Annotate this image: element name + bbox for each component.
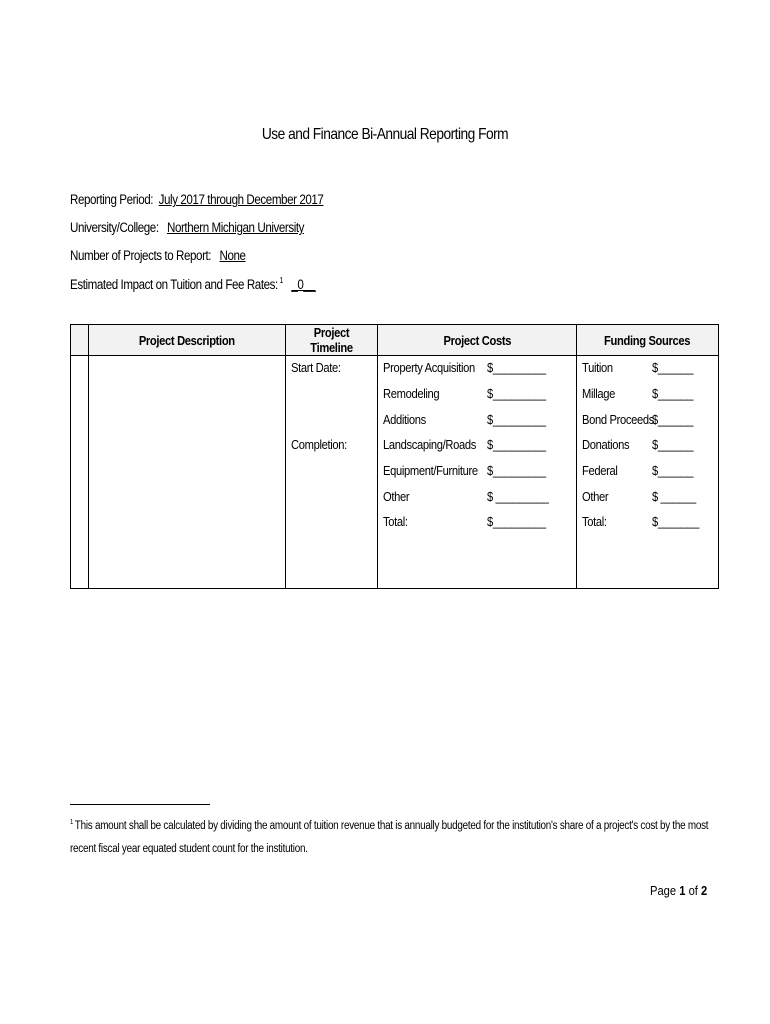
col-header-funding: Funding Sources bbox=[577, 325, 719, 356]
funding-cell bbox=[577, 356, 719, 589]
funding-label: Donations bbox=[582, 437, 630, 452]
funding-total-label: Total: bbox=[582, 514, 607, 529]
footnote-reference: 1 bbox=[279, 276, 283, 285]
funding-label: Tuition bbox=[582, 360, 613, 375]
cost-amount-field[interactable]: $_________ bbox=[487, 386, 546, 401]
cost-amount-field[interactable]: $_________ bbox=[487, 437, 546, 452]
tuition-impact-line bbox=[70, 276, 315, 292]
page-number bbox=[650, 883, 707, 898]
cost-label: Remodeling bbox=[383, 386, 440, 401]
cost-amount-field[interactable]: $_________ bbox=[487, 360, 546, 375]
cost-amount-field[interactable]: $ _________ bbox=[487, 489, 549, 504]
page-total: 2 bbox=[701, 883, 708, 898]
university-line bbox=[70, 220, 304, 235]
footnote-text: This amount shall be calculated by dividing the amount of tuition revenue that is annually budgeted for the institution's share of a project's cost by the most bbox=[74, 820, 709, 832]
cost-total-field[interactable]: $_________ bbox=[487, 514, 546, 529]
cost-amount-field[interactable]: $_________ bbox=[487, 463, 546, 478]
cost-label: Property Acquisition bbox=[383, 360, 475, 375]
cost-label: Additions bbox=[383, 412, 426, 427]
funding-amount-field[interactable]: $______ bbox=[652, 360, 694, 375]
projects-table bbox=[70, 324, 719, 589]
cost-label: Other bbox=[383, 489, 410, 504]
cost-label: Landscaping/Roads bbox=[383, 437, 476, 452]
description-cell[interactable] bbox=[89, 356, 286, 589]
timeline-cell bbox=[286, 356, 378, 589]
row-marker-header bbox=[71, 325, 89, 356]
page-current: 1 bbox=[679, 883, 686, 898]
footnote-line-1 bbox=[70, 819, 709, 832]
cost-total-label: Total: bbox=[383, 514, 408, 529]
reporting-period-label: Reporting Period: bbox=[70, 192, 154, 207]
projects-count-line bbox=[70, 248, 246, 263]
funding-label: Millage bbox=[582, 386, 616, 401]
footnote-separator bbox=[70, 804, 210, 805]
projects-count-label: Number of Projects to Report: bbox=[70, 248, 212, 263]
form-title: Use and Finance Bi-Annual Reporting Form bbox=[261, 126, 509, 143]
reporting-period-value: July 2017 through December 2017 bbox=[158, 192, 324, 207]
projects-count-value: None bbox=[219, 248, 246, 263]
funding-amount-field[interactable]: $______ bbox=[652, 437, 694, 452]
completion-label: Completion: bbox=[291, 437, 347, 452]
table-header-row bbox=[71, 325, 719, 356]
funding-amount-field[interactable]: $______ bbox=[652, 463, 694, 478]
university-label: University/College: bbox=[70, 220, 159, 235]
page-prefix: Page bbox=[650, 883, 677, 898]
footnote-marker: 1 bbox=[70, 819, 74, 826]
funding-amount-field[interactable]: $______ bbox=[652, 386, 694, 401]
page-of: of bbox=[688, 883, 698, 898]
col-header-timeline: Project Timeline bbox=[286, 325, 378, 356]
funding-total-field[interactable]: $_______ bbox=[652, 514, 699, 529]
cost-amount-field[interactable]: $_________ bbox=[487, 412, 546, 427]
reporting-period-line bbox=[70, 192, 323, 207]
funding-label: Bond Proceeds bbox=[582, 412, 654, 427]
funding-label: Federal bbox=[582, 463, 618, 478]
tuition-impact-value: _0__ bbox=[291, 277, 316, 292]
funding-amount-field[interactable]: $______ bbox=[652, 412, 694, 427]
cost-label: Equipment/Furniture bbox=[383, 463, 478, 478]
tuition-impact-label: Estimated Impact on Tuition and Fee Rates: bbox=[70, 277, 278, 292]
col-header-description: Project Description bbox=[89, 325, 286, 356]
footnote-line-2 bbox=[70, 843, 655, 855]
table-row bbox=[71, 356, 719, 589]
funding-label: Other bbox=[582, 489, 609, 504]
start-date-label: Start Date: bbox=[291, 360, 341, 375]
col-header-costs: Project Costs bbox=[378, 325, 577, 356]
funding-amount-field[interactable]: $ ______ bbox=[652, 489, 696, 504]
footnote-text-continued: recent fiscal year equated student count for the institution. bbox=[70, 843, 308, 855]
row-marker-cell bbox=[71, 356, 89, 589]
university-value: Northern Michigan University bbox=[167, 220, 305, 235]
costs-cell bbox=[378, 356, 577, 589]
